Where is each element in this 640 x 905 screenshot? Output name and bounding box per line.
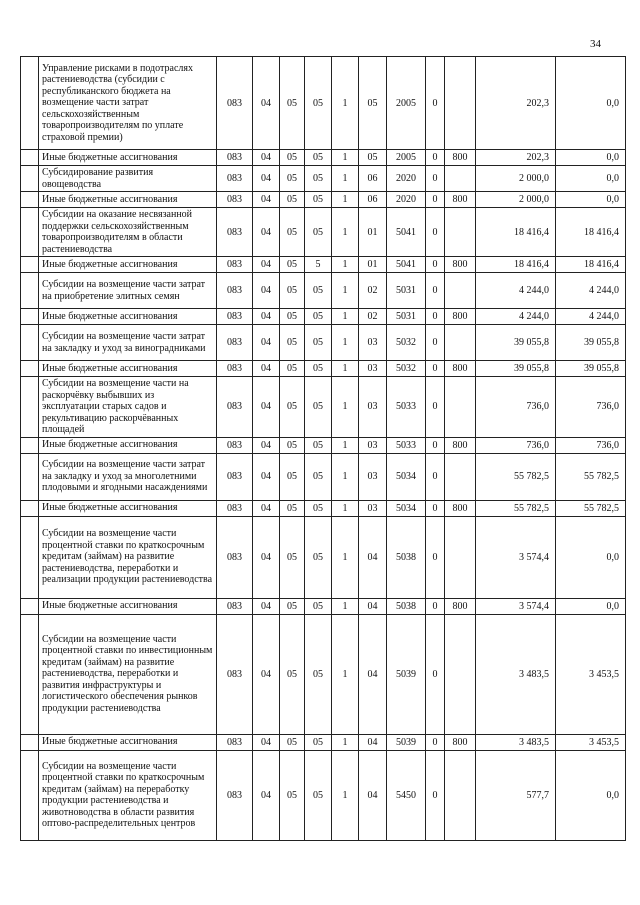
row-code-cell: 05	[305, 361, 332, 377]
row-code-cell: 04	[359, 734, 387, 750]
row-name-cell: Иные бюджетные ассигнования	[39, 361, 217, 377]
row-code-cell: 05	[280, 192, 305, 208]
row-code-cell: 0	[426, 734, 445, 750]
row-code-cell: 5039	[387, 734, 426, 750]
row-code-cell: 05	[305, 325, 332, 361]
row-code-cell: 0	[426, 192, 445, 208]
row-code-cell: 05	[305, 437, 332, 453]
row-code-cell: 1	[332, 192, 359, 208]
row-code-cell: 01	[359, 208, 387, 257]
row-blank-cell	[21, 57, 39, 150]
row-code-cell: 083	[217, 257, 253, 273]
row-code-cell: 04	[359, 614, 387, 734]
row-amount-cell: 18 416,4	[556, 208, 626, 257]
table-row	[21, 500, 626, 516]
row-code-cell: 04	[359, 750, 387, 840]
row-code-cell: 0	[426, 614, 445, 734]
row-amount-cell: 4 244,0	[476, 309, 556, 325]
row-code-cell: 0	[426, 377, 445, 438]
row-code-cell	[445, 208, 476, 257]
table-row	[21, 309, 626, 325]
row-code-cell: 05	[280, 750, 305, 840]
row-code-cell: 02	[359, 309, 387, 325]
row-blank-cell	[21, 150, 39, 166]
row-code-cell: 0	[426, 150, 445, 166]
table-row	[21, 750, 626, 840]
row-name-cell: Иные бюджетные ассигнования	[39, 500, 217, 516]
row-code-cell: 05	[280, 257, 305, 273]
row-code-cell: 05	[305, 500, 332, 516]
row-code-cell: 05	[280, 150, 305, 166]
row-code-cell: 083	[217, 437, 253, 453]
row-code-cell: 1	[332, 361, 359, 377]
row-code-cell: 1	[332, 273, 359, 309]
row-code-cell: 05	[359, 150, 387, 166]
row-code-cell: 800	[445, 150, 476, 166]
row-code-cell: 1	[332, 614, 359, 734]
row-name-cell: Иные бюджетные ассигнования	[39, 309, 217, 325]
row-code-cell: 083	[217, 309, 253, 325]
row-amount-cell: 0,0	[556, 166, 626, 192]
row-code-cell: 02	[359, 273, 387, 309]
row-code-cell: 05	[280, 325, 305, 361]
row-code-cell: 03	[359, 361, 387, 377]
row-code-cell: 5031	[387, 309, 426, 325]
row-code-cell: 05	[280, 437, 305, 453]
row-amount-cell: 3 453,5	[556, 734, 626, 750]
row-code-cell: 04	[253, 208, 280, 257]
row-code-cell: 5033	[387, 437, 426, 453]
row-amount-cell: 202,3	[476, 150, 556, 166]
row-code-cell: 800	[445, 192, 476, 208]
row-amount-cell: 18 416,4	[556, 257, 626, 273]
row-code-cell: 05	[359, 57, 387, 150]
row-code-cell: 1	[332, 377, 359, 438]
row-code-cell: 04	[253, 453, 280, 500]
row-name-cell: Иные бюджетные ассигнования	[39, 192, 217, 208]
row-code-cell: 5038	[387, 516, 426, 598]
row-code-cell: 083	[217, 500, 253, 516]
row-code-cell: 04	[253, 257, 280, 273]
row-amount-cell: 0,0	[556, 750, 626, 840]
row-amount-cell: 0,0	[556, 57, 626, 150]
table-row	[21, 453, 626, 500]
row-blank-cell	[21, 500, 39, 516]
row-code-cell: 05	[305, 734, 332, 750]
row-code-cell: 800	[445, 309, 476, 325]
row-code-cell: 0	[426, 166, 445, 192]
row-amount-cell: 18 416,4	[476, 208, 556, 257]
row-code-cell: 083	[217, 57, 253, 150]
row-code-cell	[445, 273, 476, 309]
row-name-cell: Субсидии на возмещение части затрат на закладку и уход за виноградниками	[39, 325, 217, 361]
row-name-cell: Иные бюджетные ассигнования	[39, 598, 217, 614]
row-blank-cell	[21, 750, 39, 840]
row-code-cell: 5041	[387, 257, 426, 273]
row-amount-cell: 0,0	[556, 516, 626, 598]
row-code-cell: 04	[253, 309, 280, 325]
row-code-cell: 04	[253, 57, 280, 150]
row-code-cell: 1	[332, 516, 359, 598]
row-code-cell: 05	[280, 208, 305, 257]
row-code-cell: 800	[445, 500, 476, 516]
row-name-cell: Субсидирование развития овощеводства	[39, 166, 217, 192]
row-code-cell	[445, 325, 476, 361]
row-name-cell: Иные бюджетные ассигнования	[39, 437, 217, 453]
table-row	[21, 598, 626, 614]
row-code-cell: 06	[359, 192, 387, 208]
row-code-cell: 05	[305, 614, 332, 734]
row-code-cell: 800	[445, 361, 476, 377]
row-code-cell: 0	[426, 257, 445, 273]
row-code-cell: 0	[426, 598, 445, 614]
row-code-cell	[445, 166, 476, 192]
row-code-cell: 0	[426, 361, 445, 377]
row-code-cell: 5033	[387, 377, 426, 438]
row-name-cell: Субсидии на возмещение части процентной ставки по краткосрочным кредитам (займам) на переработку продукции растениеводства и животноводства в области развития оптово-распределительных центров	[39, 750, 217, 840]
page-number: 34	[590, 38, 601, 50]
row-amount-cell: 55 782,5	[556, 453, 626, 500]
row-code-cell	[445, 377, 476, 438]
row-code-cell: 03	[359, 500, 387, 516]
row-code-cell: 5039	[387, 614, 426, 734]
row-code-cell: 05	[305, 516, 332, 598]
row-code-cell: 083	[217, 750, 253, 840]
row-amount-cell: 3 483,5	[476, 614, 556, 734]
row-code-cell: 05	[305, 273, 332, 309]
row-code-cell: 1	[332, 257, 359, 273]
row-code-cell: 05	[280, 598, 305, 614]
row-name-cell: Иные бюджетные ассигнования	[39, 150, 217, 166]
row-code-cell: 05	[305, 309, 332, 325]
row-code-cell: 5032	[387, 325, 426, 361]
row-code-cell: 04	[253, 614, 280, 734]
row-code-cell: 083	[217, 208, 253, 257]
row-code-cell	[445, 516, 476, 598]
row-amount-cell: 0,0	[556, 192, 626, 208]
row-amount-cell: 18 416,4	[476, 257, 556, 273]
row-code-cell: 05	[280, 57, 305, 150]
row-amount-cell: 39 055,8	[556, 361, 626, 377]
row-blank-cell	[21, 208, 39, 257]
row-code-cell: 03	[359, 377, 387, 438]
row-code-cell: 0	[426, 208, 445, 257]
row-code-cell: 2005	[387, 150, 426, 166]
row-code-cell: 04	[253, 516, 280, 598]
row-code-cell: 04	[253, 166, 280, 192]
row-amount-cell: 55 782,5	[556, 500, 626, 516]
row-blank-cell	[21, 166, 39, 192]
row-amount-cell: 4 244,0	[556, 273, 626, 309]
row-code-cell: 03	[359, 453, 387, 500]
row-code-cell: 5450	[387, 750, 426, 840]
row-code-cell: 083	[217, 516, 253, 598]
table-row	[21, 166, 626, 192]
row-code-cell: 04	[253, 734, 280, 750]
row-amount-cell: 577,7	[476, 750, 556, 840]
row-name-cell: Субсидии на оказание несвязанной поддержки сельскохозяйственным товаропроизводителям в области растениеводства	[39, 208, 217, 257]
row-code-cell: 800	[445, 598, 476, 614]
row-code-cell: 800	[445, 437, 476, 453]
row-code-cell: 05	[305, 377, 332, 438]
table-row	[21, 516, 626, 598]
row-code-cell: 03	[359, 437, 387, 453]
row-code-cell: 05	[280, 166, 305, 192]
row-code-cell: 05	[305, 166, 332, 192]
row-name-cell: Иные бюджетные ассигнования	[39, 257, 217, 273]
row-blank-cell	[21, 273, 39, 309]
row-code-cell: 05	[305, 750, 332, 840]
row-code-cell: 1	[332, 500, 359, 516]
row-code-cell: 083	[217, 377, 253, 438]
row-code-cell: 1	[332, 150, 359, 166]
row-code-cell: 05	[280, 361, 305, 377]
row-code-cell: 5034	[387, 453, 426, 500]
row-code-cell: 083	[217, 598, 253, 614]
row-code-cell: 5031	[387, 273, 426, 309]
row-amount-cell: 736,0	[476, 437, 556, 453]
row-code-cell: 05	[280, 734, 305, 750]
row-code-cell: 0	[426, 309, 445, 325]
table-row	[21, 437, 626, 453]
row-code-cell: 05	[305, 208, 332, 257]
row-amount-cell: 4 244,0	[556, 309, 626, 325]
row-code-cell: 1	[332, 208, 359, 257]
row-code-cell: 0	[426, 273, 445, 309]
row-code-cell: 1	[332, 166, 359, 192]
row-code-cell: 083	[217, 192, 253, 208]
row-blank-cell	[21, 257, 39, 273]
row-name-cell: Субсидии на возмещение части процентной ставки по краткосрочным кредитам (займам) на развитие растениеводства, переработки и реализации продукции растениеводства	[39, 516, 217, 598]
row-amount-cell: 0,0	[556, 150, 626, 166]
row-code-cell: 5034	[387, 500, 426, 516]
row-code-cell: 1	[332, 57, 359, 150]
row-code-cell	[445, 614, 476, 734]
row-code-cell: 083	[217, 325, 253, 361]
row-code-cell: 5032	[387, 361, 426, 377]
row-code-cell: 2005	[387, 57, 426, 150]
budget-table	[20, 56, 626, 841]
row-code-cell: 800	[445, 257, 476, 273]
row-amount-cell: 3 574,4	[476, 516, 556, 598]
row-code-cell: 05	[305, 598, 332, 614]
row-code-cell: 0	[426, 57, 445, 150]
row-code-cell: 04	[253, 361, 280, 377]
row-amount-cell: 3 574,4	[476, 598, 556, 614]
row-code-cell: 04	[253, 150, 280, 166]
row-code-cell: 05	[305, 192, 332, 208]
row-name-cell: Субсидии на возмещение части затрат на закладку и уход за многолетними плодовыми и ягодными насаждениями	[39, 453, 217, 500]
row-amount-cell: 4 244,0	[476, 273, 556, 309]
row-code-cell: 1	[332, 437, 359, 453]
row-code-cell: 05	[280, 309, 305, 325]
table-row	[21, 325, 626, 361]
row-blank-cell	[21, 437, 39, 453]
row-amount-cell: 736,0	[476, 377, 556, 438]
row-code-cell: 0	[426, 325, 445, 361]
row-code-cell: 083	[217, 614, 253, 734]
row-amount-cell: 0,0	[556, 598, 626, 614]
row-code-cell: 800	[445, 734, 476, 750]
row-blank-cell	[21, 309, 39, 325]
row-code-cell: 083	[217, 150, 253, 166]
row-amount-cell: 736,0	[556, 377, 626, 438]
row-code-cell: 04	[359, 598, 387, 614]
row-code-cell: 04	[359, 516, 387, 598]
table-row	[21, 377, 626, 438]
row-blank-cell	[21, 377, 39, 438]
table-row	[21, 208, 626, 257]
row-name-cell: Субсидии на возмещение части затрат на приобретение элитных семян	[39, 273, 217, 309]
row-amount-cell: 39 055,8	[476, 361, 556, 377]
row-amount-cell: 2 000,0	[476, 192, 556, 208]
row-amount-cell: 202,3	[476, 57, 556, 150]
row-amount-cell: 39 055,8	[556, 325, 626, 361]
row-code-cell: 05	[305, 453, 332, 500]
row-code-cell: 083	[217, 734, 253, 750]
row-code-cell: 1	[332, 734, 359, 750]
row-code-cell: 03	[359, 325, 387, 361]
row-amount-cell: 736,0	[556, 437, 626, 453]
row-code-cell: 1	[332, 750, 359, 840]
row-code-cell: 5038	[387, 598, 426, 614]
row-code-cell: 0	[426, 516, 445, 598]
row-code-cell	[445, 453, 476, 500]
row-code-cell: 05	[280, 614, 305, 734]
row-code-cell: 0	[426, 453, 445, 500]
table-row	[21, 734, 626, 750]
row-code-cell: 05	[280, 377, 305, 438]
row-code-cell: 04	[253, 192, 280, 208]
row-blank-cell	[21, 614, 39, 734]
row-code-cell: 1	[332, 325, 359, 361]
row-code-cell: 5	[305, 257, 332, 273]
row-blank-cell	[21, 516, 39, 598]
row-code-cell: 05	[305, 150, 332, 166]
row-code-cell: 04	[253, 598, 280, 614]
row-code-cell: 1	[332, 309, 359, 325]
row-code-cell: 0	[426, 500, 445, 516]
row-amount-cell: 55 782,5	[476, 453, 556, 500]
row-code-cell: 0	[426, 750, 445, 840]
row-code-cell: 05	[280, 453, 305, 500]
table-row	[21, 257, 626, 273]
row-code-cell: 06	[359, 166, 387, 192]
row-code-cell: 05	[280, 500, 305, 516]
row-code-cell: 05	[280, 273, 305, 309]
row-code-cell: 0	[426, 437, 445, 453]
table-row	[21, 57, 626, 150]
row-amount-cell: 3 483,5	[476, 734, 556, 750]
row-name-cell: Субсидии на возмещение части на раскорчёвку выбывших из эксплуатации старых садов и рекультивацию раскорчёванных площадей	[39, 377, 217, 438]
table-row	[21, 614, 626, 734]
table-row	[21, 150, 626, 166]
row-code-cell: 04	[253, 273, 280, 309]
row-blank-cell	[21, 361, 39, 377]
row-code-cell: 083	[217, 166, 253, 192]
row-code-cell: 1	[332, 453, 359, 500]
row-blank-cell	[21, 192, 39, 208]
row-amount-cell: 2 000,0	[476, 166, 556, 192]
row-code-cell: 083	[217, 453, 253, 500]
row-code-cell: 04	[253, 437, 280, 453]
row-code-cell: 04	[253, 750, 280, 840]
row-code-cell	[445, 750, 476, 840]
row-code-cell: 083	[217, 273, 253, 309]
row-blank-cell	[21, 453, 39, 500]
row-code-cell: 04	[253, 325, 280, 361]
row-name-cell: Иные бюджетные ассигнования	[39, 734, 217, 750]
row-amount-cell: 55 782,5	[476, 500, 556, 516]
row-code-cell: 04	[253, 500, 280, 516]
row-code-cell: 05	[305, 57, 332, 150]
table-row	[21, 192, 626, 208]
row-blank-cell	[21, 598, 39, 614]
row-code-cell: 01	[359, 257, 387, 273]
row-code-cell: 083	[217, 361, 253, 377]
row-code-cell: 04	[253, 377, 280, 438]
table-row	[21, 361, 626, 377]
row-name-cell: Управление рисками в подотраслях растениеводства (субсидии с республиканского бюджета на возмещение части затрат сельскохозяйственным товаропроизводителям по уплате страховой премии)	[39, 57, 217, 150]
row-blank-cell	[21, 325, 39, 361]
row-code-cell: 1	[332, 598, 359, 614]
row-amount-cell: 3 453,5	[556, 614, 626, 734]
row-code-cell: 2020	[387, 192, 426, 208]
row-code-cell	[445, 57, 476, 150]
row-code-cell: 05	[280, 516, 305, 598]
row-amount-cell: 39 055,8	[476, 325, 556, 361]
row-code-cell: 5041	[387, 208, 426, 257]
table-row	[21, 273, 626, 309]
row-name-cell: Субсидии на возмещение части процентной ставки по инвестиционным кредитам (займам) на развитие растениеводства, переработки и развития инфраструктуры и логистического обеспечения рынков продукции растениеводства	[39, 614, 217, 734]
row-blank-cell	[21, 734, 39, 750]
row-code-cell: 2020	[387, 166, 426, 192]
